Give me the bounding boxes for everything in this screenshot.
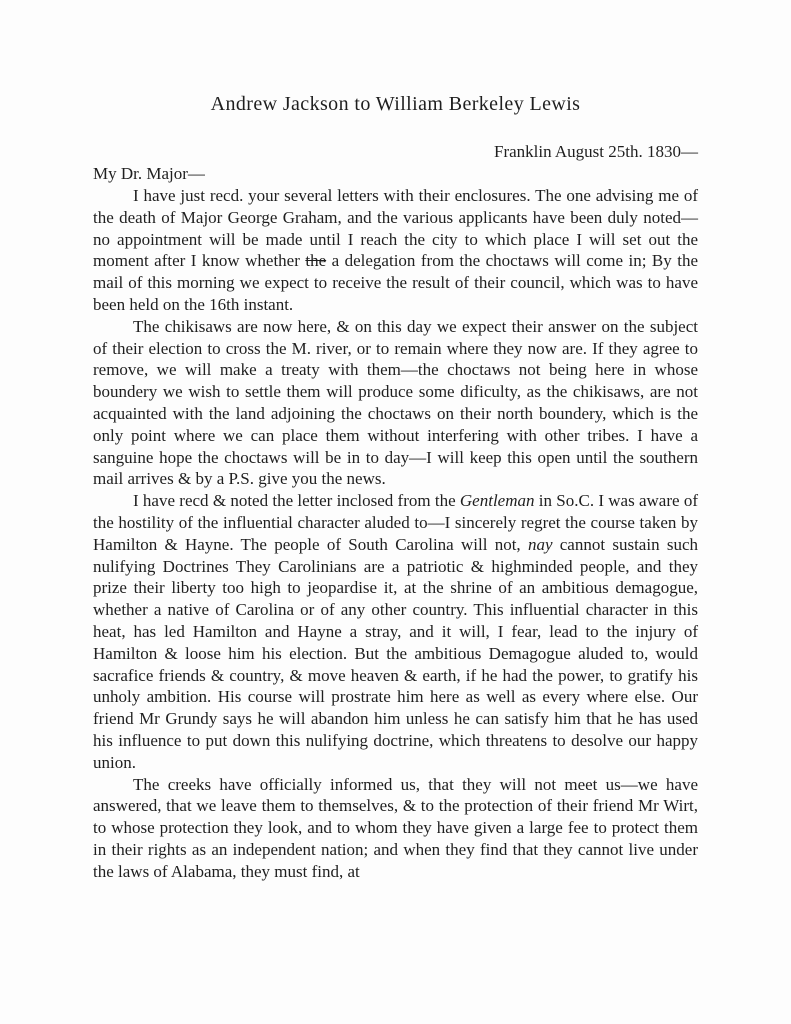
italic-text: nay [527, 534, 553, 554]
letter-text: The creeks have officially informed us, that they will not meet us—we have answered, that we leave them to themselves, & to the protection of their friend Mr Wirt, to whose protection they look, and to whom they have given a large fee to protect them in their rights as an independent nation; and when they find that they cannot live under the laws of Alabama, they must find, at [93, 774, 698, 881]
letter-content [93, 92, 698, 883]
italic-text: Gentleman [459, 491, 535, 511]
letter-paragraph [93, 774, 698, 883]
letter-paragraph [93, 490, 698, 773]
letter-text: I have just recd. your several letters with their enclosures. The one advising me of the death of Major George Graham, and the various applicants have been duly noted—no appointment will be made until I reach the city to which place I will set out the moment after I know whether [93, 186, 698, 271]
letter-dateline: Franklin August 25th. 1830— [493, 142, 698, 161]
letter-text: I have recd & noted the letter inclosed from the [133, 491, 460, 511]
letter-paragraph [93, 316, 698, 490]
letter-text: in So.C. I was aware of the hostility of the influential character aluded to—I sincerely regret the course taken by Hamilton & Hayne. The people of South Carolina will not, [93, 491, 698, 554]
letter-body [93, 185, 698, 883]
letter-text: a delegation from the choctaws will come in; By the mail of this morning we expect to receive the result of their council, which was to have been held on the 16th instant. [93, 251, 698, 314]
letter-paragraph [93, 185, 698, 316]
letter-salutation: My Dr. Major— [93, 164, 205, 183]
letter-title: Andrew Jackson to William Berkeley Lewis [210, 93, 581, 115]
letter-text: cannot sustain such nulifying Doctrines They Carolinians are a patriotic & highminded people, and they prize their liberty too high to jeopardise it, at the shrine of an ambitious demagogue, whether a native of Carolina or of any other country. This influential character in this heat, has led Hamilton and Hayne a stray, and it will, I fear, lead to the injury of Hamilton & loose him his election. But the ambitious Demagogue aluded to, would sacrafice friends & country, & move heaven & earth, if he had the power, to gratify his unholy ambition. His course will prostrate him here as well as every where else. Our friend Mr Grundy says he will abandon him unless he can satisfy him that he has used his influence to put down this nulifying doctrine, which threatens to desolve our happy union. [93, 534, 698, 772]
struck-through-text: the [305, 251, 327, 271]
letter-text: The chikisaws are now here, & on this day we expect their answer on the subject of their election to cross the M. river, or to remain where they now are. If they agree to remove, we will make a treaty with them—the choctaws not being here in whose boundery we wish to settle them will produce some dificulty, as the chikisaws, are not acquainted with the land adjoining the choctaws on their north boundery, which is the only point where we can place them without interfering with other tribes. I have a sanguine hope the choctaws will be in to day—I will keep this open until the southern mail arrives & by a P.S. give you the news. [93, 316, 698, 489]
